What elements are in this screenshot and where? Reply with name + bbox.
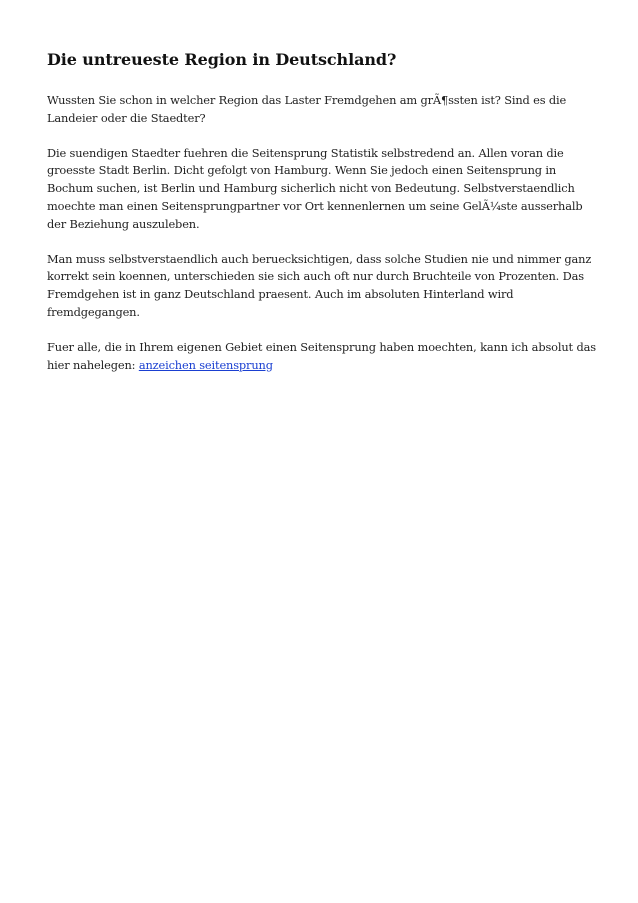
recommendation-text: Fuer alle, die in Ihrem eigenen Gebiet einen Seitensprung haben moechten, kann ich absolut das hier nahelegen: — [47, 339, 596, 372]
paragraph-studies: Man muss selbstverstaendlich auch beruecksichtigen, dass solche Studien nie und nimmer ganz korrekt sein koennen, unterschieden sie sich auch oft nur durch Bruchteile von Prozenten. Das Fremdgehen ist in ganz Deutschland praesent. Auch im absoluten Hinterland wird fremdgegangen. — [47, 251, 592, 319]
paragraph-recommendation — [47, 339, 603, 375]
paragraph-intro: Wussten Sie schon in welcher Region das Laster Fremdgehen am grÃ¶ssten ist? Sind es die Landeier oder die Staedter? — [47, 93, 567, 125]
paragraph-cities: Die suendigen Staedter fuehren die Seitensprung Statistik selbstredend an. Allen voran die groesste Stadt Berlin. Dicht gefolgt von Hamburg. Wenn Sie jedoch einen Seitensprung in Bochum suchen, ist Berlin und Hamburg sicherlich nicht von Bedeutung. Selbstverstaendlich moechte man einen Seitensprungpartner vor Ort kennenlernen um seine GelÃ¼ste ausserhalb der Beziehung auszuleben. — [47, 145, 583, 231]
anzeichen-seitensprung-link[interactable]: anzeichen seitensprung — [138, 357, 273, 372]
page-title: Die untreueste Region in Deutschland? — [47, 50, 397, 69]
document-page — [47, 49, 603, 391]
